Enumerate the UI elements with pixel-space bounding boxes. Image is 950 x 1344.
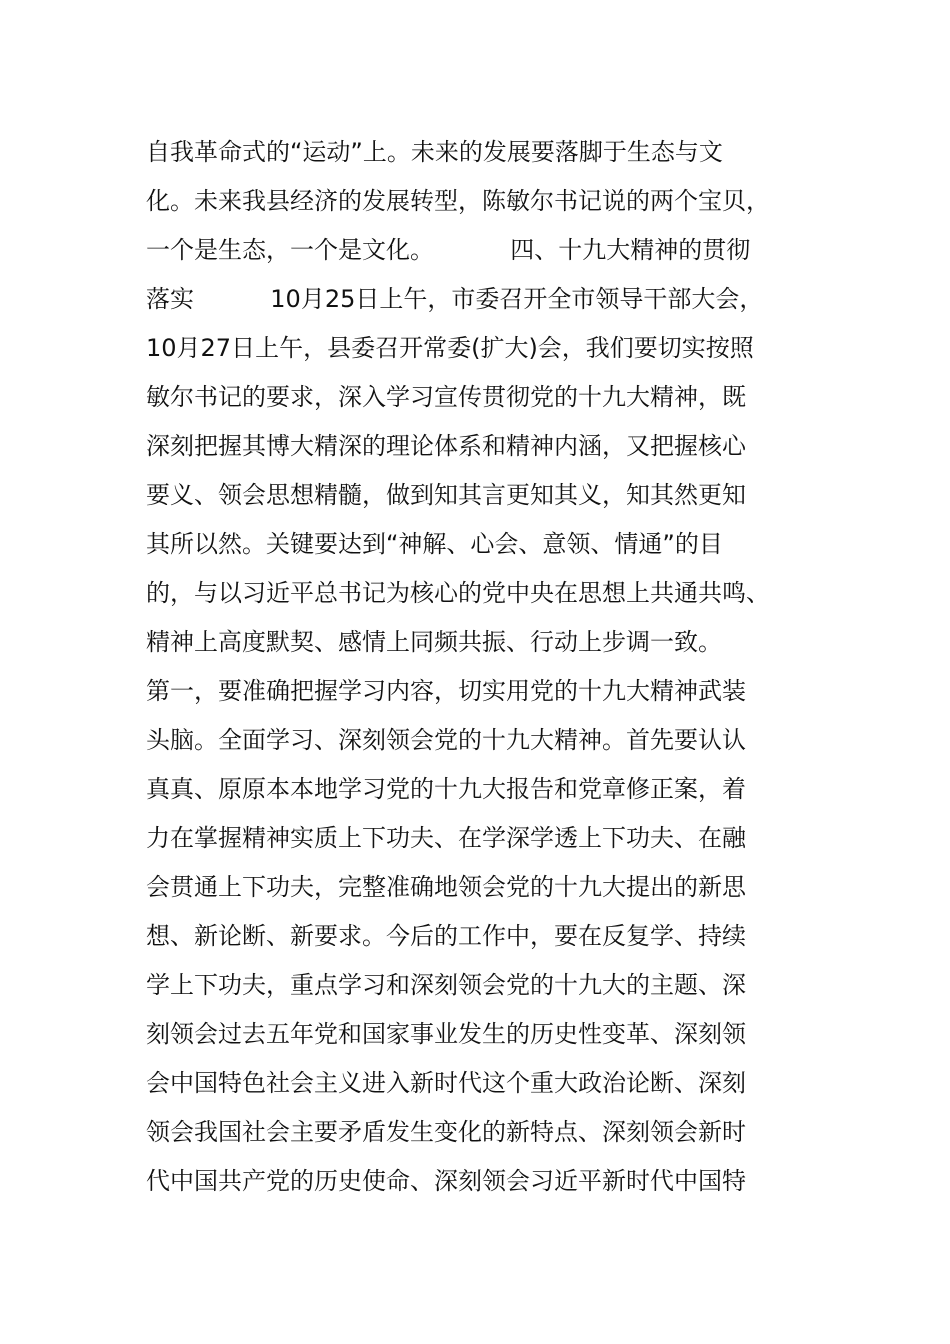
text-line: 头脑。全面学习、深刻领会党的十九大精神。首先要认认 (146, 726, 746, 754)
text-line: 会中国特色社会主义进入新时代这个重大政治论断、深刻 (146, 1069, 746, 1097)
text-line: 自我革命式的“运动”上。未来的发展要落脚于生态与文 (146, 138, 723, 166)
text-line: 刻领会过去五年党和国家事业发生的历史性变革、深刻领 (146, 1020, 746, 1048)
text-line: 化。未来我县经济的发展转型，陈敏尔书记说的两个宝贝， (146, 187, 770, 215)
text-line: 其所以然。关键要达到“神解、心会、意领、情通”的目 (146, 530, 723, 558)
text-line: 一个是生态，一个是文化。 四、十九大精神的贯彻 (146, 236, 751, 264)
body-text (146, 128, 806, 1206)
text-line: 代中国共产党的历史使命、深刻领会习近平新时代中国特 (146, 1167, 746, 1195)
text-line: 第一，要准确把握学习内容，切实用党的十九大精神武装 (146, 677, 746, 705)
text-line: 要义、领会思想精髓，做到知其言更知其义，知其然更知 (146, 481, 746, 509)
text-line: 会贯通上下功夫，完整准确地领会党的十九大提出的新思 (146, 873, 746, 901)
text-line: 学上下功夫，重点学习和深刻领会党的十九大的主题、深 (146, 971, 746, 999)
text-line: 的，与以习近平总书记为核心的党中央在思想上共通共鸣、 (146, 579, 770, 607)
text-line: 10月27日上午，县委召开常委(扩大)会，我们要切实按照 (146, 334, 754, 362)
text-line: 敏尔书记的要求，深入学习宣传贯彻党的十九大精神，既 (146, 383, 746, 411)
text-line: 落实 10月25日上午，市委召开全市领导干部大会， (146, 285, 764, 313)
text-line: 领会我国社会主要矛盾发生变化的新特点、深刻领会新时 (146, 1118, 746, 1146)
text-line: 真真、原原本本地学习党的十九大报告和党章修正案，着 (146, 775, 746, 803)
text-line: 想、新论断、新要求。今后的工作中，要在反复学、持续 (146, 922, 746, 950)
text-line: 力在掌握精神实质上下功夫、在学深学透上下功夫、在融 (146, 824, 746, 852)
text-line: 深刻把握其博大精深的理论体系和精神内涵，又把握核心 (146, 432, 746, 460)
text-line: 精神上高度默契、感情上同频共振、行动上步调一致。 (146, 628, 722, 656)
